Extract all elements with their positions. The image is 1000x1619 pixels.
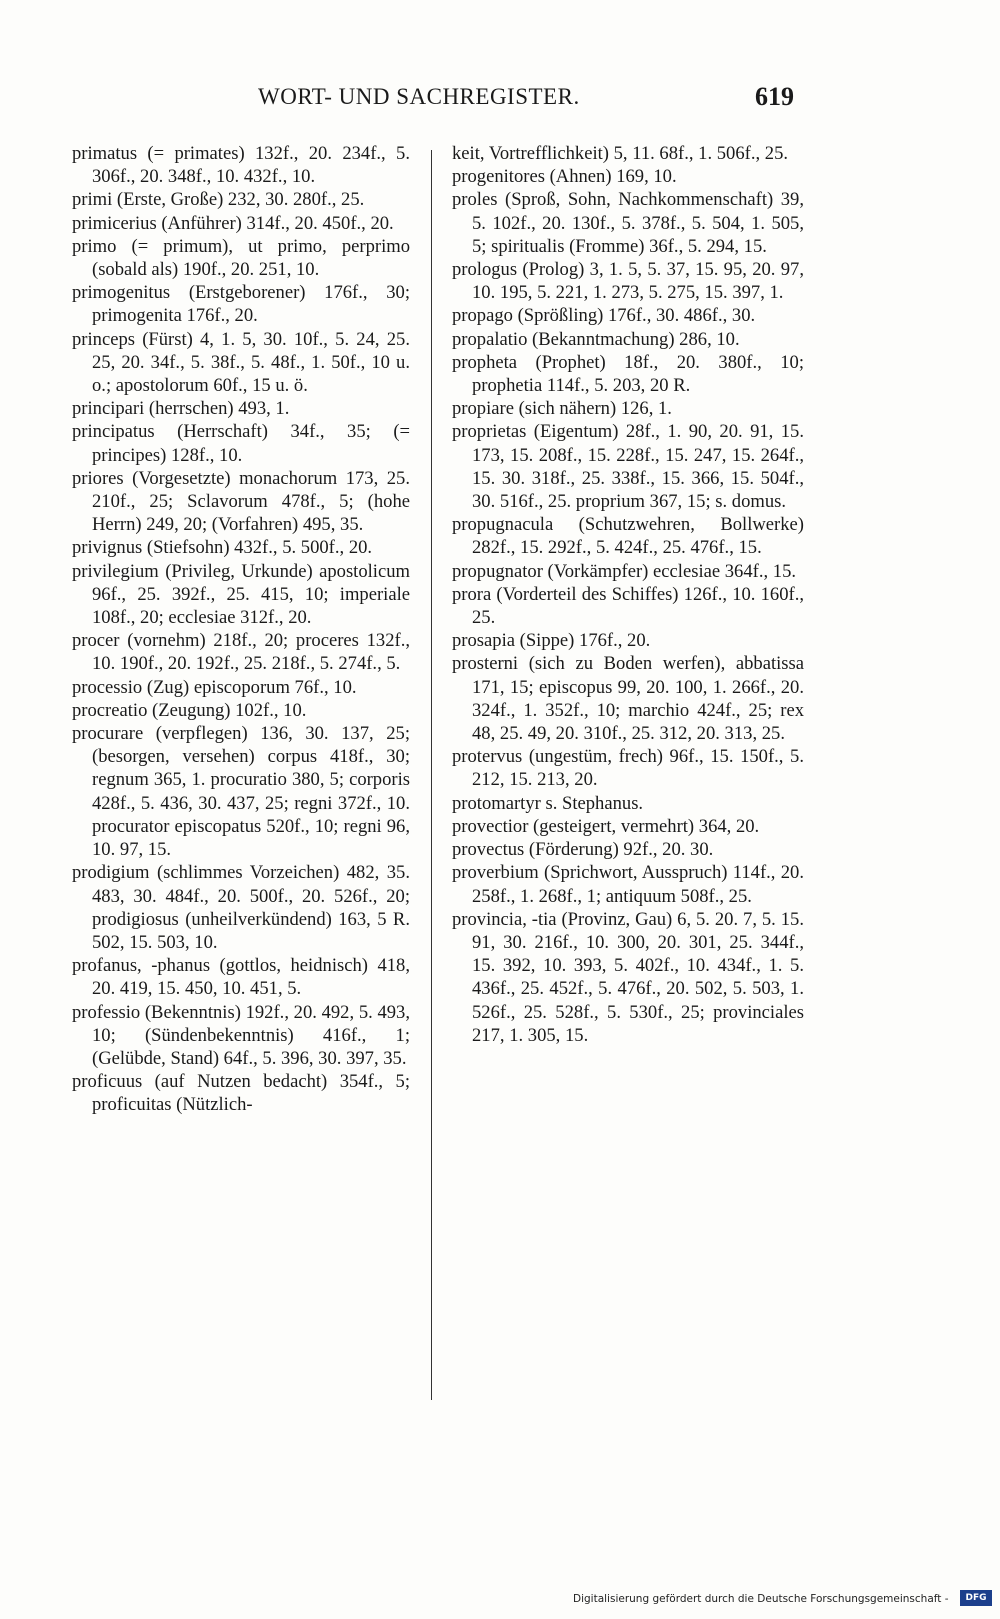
index-entry: primo (= primum), ut primo, perprimo (sobald als) 190f., 20. 251, 10. <box>72 235 410 281</box>
index-entry: prodigium (schlimmes Vorzeichen) 482, 35. 483, 30. 484f., 20. 500f., 20. 526f., 20; prodigiosus (unheilverkündend) 163, 5 R. 502, 15. 503, 10. <box>72 862 410 953</box>
index-entry: propheta (Prophet) 18f., 20. 380f., 10; prophetia 114f., 5. 203, 20 R. <box>452 351 804 397</box>
index-entry: prosapia (Sippe) 176f., 20. <box>452 630 651 652</box>
index-entry: priores (Vorgesetzte) monachorum 173, 25. 210f., 25; Sclavorum 478f., 5; (hohe Herrn) 249, 20; (Vorfahren) 495, 35. <box>72 467 410 536</box>
index-entry: proverbium (Sprichwort, Ausspruch) 114f., 20. 258f., 1. 268f., 1; antiquum 508f., 25. <box>452 862 804 907</box>
index-entry: proficuus (auf Nutzen bedacht) 354f., 5; proficuitas (Nützlich- <box>72 1071 410 1116</box>
index-entry: principari (herrschen) 493, 1. <box>72 398 290 420</box>
running-header: WORT- UND SACHREGISTER. <box>258 84 580 109</box>
index-entry-continuation: keit, Vortrefflichkeit) 5, 11. 68f., 1. 506f., 25. <box>452 143 789 164</box>
index-entry: primogenitus (Erstgeborener) 176f., 30; primogenita 176f., 20. <box>72 282 410 327</box>
index-column-right <box>452 142 804 1047</box>
index-entry: provectus (Förderung) 92f., 20. 30. <box>452 839 714 861</box>
index-entry: privilegium (Privileg, Urkunde) apostolicum 96f., 25. 392f., 25. 415, 10; imperiale 108f., 20; ecclesiae 312f., 20. <box>72 560 410 629</box>
index-entry: primatus (= primates) 132f., 20. 234f., 5. 306f., 20. 348f., 10. 432f., 10. <box>72 143 410 188</box>
index-entry: procreatio (Zeugung) 102f., 10. <box>72 699 307 721</box>
index-entry: prosterni (sich zu Boden werfen), abbatissa 171, 15; episcopus 99, 20. 100, 1. 266f., 20. 324f., 1. 352f., 10; marchio 424f., 25; rex 48, 25. 49, 20. 310f., 25. 312, 20. 313, 25. <box>452 653 804 745</box>
index-column-left <box>72 142 410 1117</box>
dfg-logo: DFG <box>960 1590 992 1606</box>
index-entry: propugnator (Vorkämpfer) ecclesiae 364f., 15. <box>452 560 797 582</box>
digitization-credit: Digitalisierung gefördert durch die Deutsche Forschungsgemeinschaft - <box>573 1593 949 1605</box>
index-entry: processio (Zug) episcoporum 76f., 10. <box>72 676 357 698</box>
index-entry: protervus (ungestüm, frech) 96f., 15. 150f., 5. 212, 15. 213, 20. <box>452 746 804 791</box>
index-entry: profanus, -phanus (gottlos, heidnisch) 418, 20. 419, 15. 450, 10. 451, 5. <box>72 955 410 1000</box>
index-entry: proprietas (Eigentum) 28f., 1. 90, 20. 91, 15. 173, 15. 208f., 15. 228f., 15. 247, 15. 264f., 15. 30. 318f., 25. 338f., 15. 366, 15. 504f., 30. 516f., 25. proprium 367, 15; s. domus. <box>452 421 804 513</box>
index-entry: primicerius (Anführer) 314f., 20. 450f., 20. <box>72 212 394 234</box>
page-number: 619 <box>755 82 794 111</box>
index-entry: protomartyr s. Stephanus. <box>452 792 644 814</box>
index-entry: progenitores (Ahnen) 169, 10. <box>452 166 677 188</box>
index-entry: procurare (verpflegen) 136, 30. 137, 25; (besorgen, versehen) corpus 418f., 30; regnum 365, 1. procuratio 380, 5; corporis 428f., 5. 436, 30. 437, 25; regni 372f., 10. procurator episcopatus 520f., 10; regni 96, 10. 97, 15. <box>72 723 410 861</box>
index-entry: provectior (gesteigert, vermehrt) 364, 20. <box>452 815 760 837</box>
index-entry: procer (vornehm) 218f., 20; proceres 132f., 10. 190f., 20. 192f., 25. 218f., 5. 274f., 5. <box>72 630 410 675</box>
index-entry: propugnacula (Schutzwehren, Bollwerke) 282f., 15. 292f., 5. 424f., 25. 476f., 15. <box>452 514 804 559</box>
index-entry: primi (Erste, Große) 232, 30. 280f., 25. <box>72 189 365 211</box>
index-entry: princeps (Fürst) 4, 1. 5, 30. 10f., 5. 24, 25. 25, 20. 34f., 5. 38f., 5. 48f., 1. 50f., 10 u. o.; apostolorum 60f., 15 u. ö. <box>72 328 410 397</box>
index-entry: proles (Sproß, Sohn, Nachkommenschaft) 39, 5. 102f., 20. 130f., 5. 378f., 5. 504, 1. 505, 5; spiritualis (Fromme) 36f., 5. 294, 15. <box>452 189 804 257</box>
index-entry: prora (Vorderteil des Schiffes) 126f., 10. 160f., 25. <box>452 583 804 629</box>
column-divider <box>431 150 432 1400</box>
index-entry: provincia, -tia (Provinz, Gau) 6, 5. 20. 7, 5. 15. 91, 30. 216f., 10. 300, 20. 301, 25. 344f., 15. 392, 10. 393, 5. 402f., 10. 434f., 1. 5. 436f., 25. 452f., 5. 476f., 20. 502, 5. 503, 1. 526f., 25. 528f., 5. 530f., 25; provinciales 217, 1. 305, 15. <box>452 908 804 1046</box>
index-entry: propalatio (Bekanntmachung) 286, 10. <box>452 328 740 350</box>
index-entry: prologus (Prolog) 3, 1. 5, 5. 37, 15. 95, 20. 97, 10. 195, 5. 221, 1. 273, 5. 275, 15. 397, 1. <box>452 259 804 304</box>
index-entry: propago (Sprößling) 176f., 30. 486f., 30. <box>452 305 756 327</box>
index-entry: principatus (Herrschaft) 34f., 35; (= principes) 128f., 10. <box>72 421 410 466</box>
index-entry: professio (Bekenntnis) 192f., 20. 492, 5. 493, 10; (Sündenbekenntnis) 416f., 1; (Gelübde, Stand) 64f., 5. 396, 30. 397, 35. <box>72 1001 410 1069</box>
index-entry: privignus (Stiefsohn) 432f., 5. 500f., 20. <box>72 537 373 559</box>
index-entry: propiare (sich nähern) 126, 1. <box>452 398 672 420</box>
